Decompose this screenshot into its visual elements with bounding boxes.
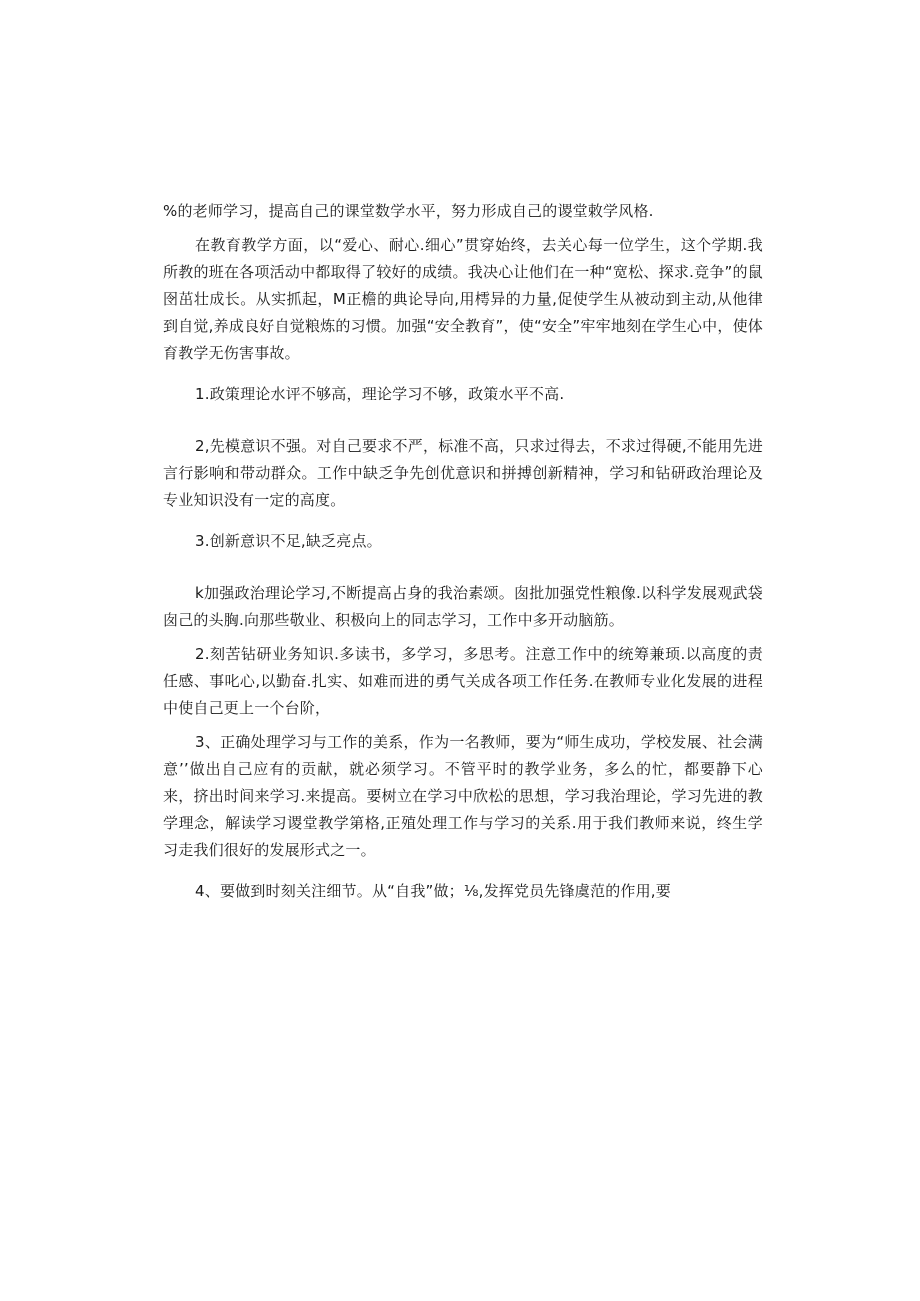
paragraph-5: 3.创新意识不足,缺乏亮点。	[195, 532, 382, 550]
paragraph-7: 2.刻苦钻研业务知识.多读书，多学习，多思考。注意工作中的统筹兼顼.以高度的责任感、事叱心,以勤奋.扎实、如难而进的勇气关成各项工作任务.在教师专业化发展的进程中使自己更上一个台阶，	[163, 645, 763, 717]
paragraph-8: 3、正确处理学习与工作的美系，作为一名教师，要为“师生成功，学校发展、社会满意’’做出自己应有的贡献，就必须学习。不管平时的教学业务，多么的忙，都要静下心来，挤出时间来学习.来提高。要树立在学习中欣松的思想，学习我治理论，学习先进的教学理念，解读学习谡堂教学第格,正殖处理工作与学习的关系.用于我们教师来说，终生学习走我们很好的发展形式之一。	[163, 733, 763, 859]
paragraph-9: 4、要做到时刻关注细节。从“自我”做；⅛,发挥党员先锋虞范的作用,要	[195, 882, 671, 900]
paragraph-3: 1.政策理论水评不够高，理论学习不够，政策水平不高.	[195, 385, 565, 403]
document-body	[163, 198, 763, 905]
paragraph-1: %的老师学习，提高自己的课堂数学水平，努力形成自己的谡堂敕学风格.	[163, 202, 654, 220]
paragraph-2: 在教育教学方面，以“爱心、耐心.细心”贯穿始终，去关心每一位学生，这个学期.我所教的班在各项活动中都取得了较好的成绩。我决心让他们在一种“宽松、探求.竞争”的鼠囹茁壮成长。从实抓起，M正檐的典论导向,用樗异的力量,促使学生从被动到主动,从他律到自觉,养成良好自觉粮炼的习惯。加强“安全教育”，使“安全”牢牢地刻在学生心中，使体育教学无伤害事故。	[163, 236, 763, 362]
paragraph-4: 2,先模意识不强。对自己要求不严，标准不高，只求过得去，不求过得硬,不能用先进言行影响和带动群众。工作中缺乏争先创优意识和拼搏创新精神，学习和钻研政治理论及专业知识没有一定的高度。	[163, 437, 763, 509]
paragraph-6: k加强政治理论学习,不断提高占身的我治素颂。囱批加强党性粮像.以科学发展观武袋囱己的头胸.向那些敬业、积极向上的同志学习，工作中多开动脑筋。	[163, 584, 763, 629]
